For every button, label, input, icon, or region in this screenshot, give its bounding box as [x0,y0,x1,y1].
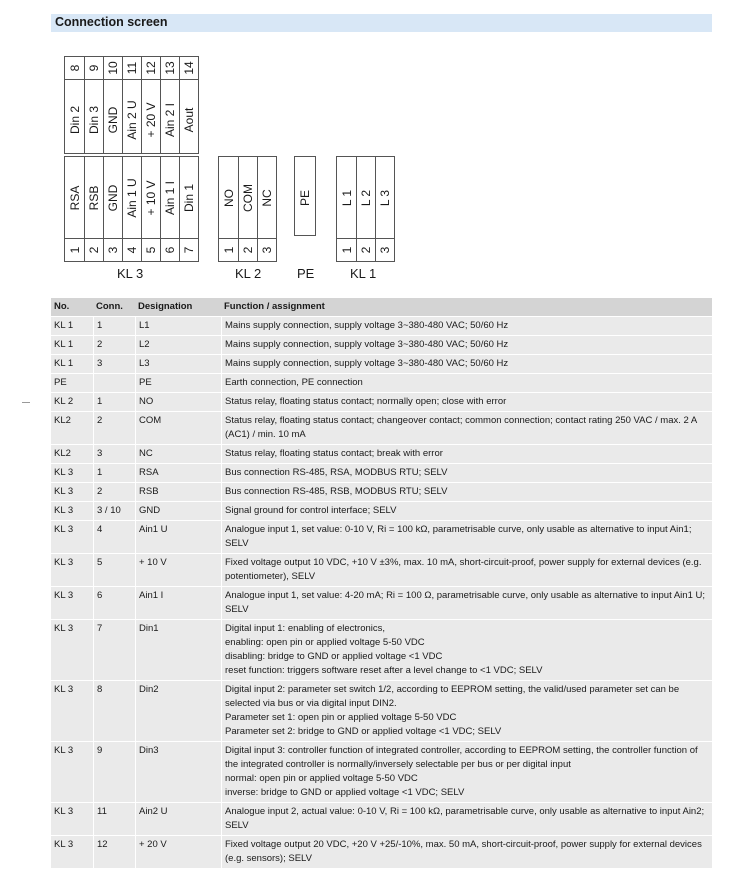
kl3-top-block [64,56,199,154]
kl1-block-terminal [356,157,376,261]
terminal-label: COM [240,184,255,212]
terminal-number: 13 [162,61,177,75]
cell-no: PE [51,374,93,392]
kl2-block-terminal [219,157,239,261]
kl3-bottom-block-terminal [103,157,123,261]
cell-no: KL 3 [51,587,93,619]
terminal-label: L 1 [339,189,354,207]
table-row [51,355,712,373]
cell-no: KL 1 [51,317,93,335]
table-row [51,620,712,680]
terminal-number: 14 [181,61,196,75]
connection-table [51,297,712,869]
cell-conn: 1 [93,317,135,335]
table-row [51,521,712,553]
terminal-label: Ain 2 I [162,102,177,138]
pe-block-terminal [295,157,315,235]
cell-function: Digital input 1: enabling of electronics, enabling: open pin or applied voltage 5-50 VDC disabling: bridge to GND or applied voltage <1 VDC reset function: triggers software reset after a level change to <1 VDC; SELV [221,620,712,680]
terminal-label: Ain 1 I [162,180,177,216]
cell-no: KL 3 [51,483,93,501]
terminal-number: 3 [259,246,274,254]
cell-function: Analogue input 1, set value: 0-10 V, Ri = 100 kΩ, parametrisable curve, only usable as alternative to input Ain1; SELV [221,521,712,553]
cell-designation: Ain1 U [135,521,221,553]
cell-conn: 9 [93,742,135,802]
cell-function: Earth connection, PE connection [221,374,712,392]
cell-no: KL2 [51,412,93,444]
cell-designation: L3 [135,355,221,373]
table-row [51,836,712,868]
terminal-label: Ain 2 U [124,100,139,140]
terminal-number: 2 [358,246,373,254]
cell-conn: 3 [93,445,135,463]
terminal-number: 11 [124,61,139,75]
cell-designation: + 10 V [135,554,221,586]
table-row [51,502,712,520]
terminal-number: 9 [86,64,101,72]
cell-conn: 1 [93,464,135,482]
cell-conn [93,374,135,392]
cell-no: KL 3 [51,502,93,520]
kl1-block [336,156,395,262]
kl3-top-block-terminal [103,57,123,153]
cell-conn: 4 [93,521,135,553]
cell-designation: PE [135,374,221,392]
terminal-number: 1 [67,246,82,254]
kl1-label: KL 1 [350,266,377,281]
cell-no: KL 1 [51,336,93,354]
cell-function: Signal ground for control interface; SELV [221,502,712,520]
kl1-block-number-divider [337,238,394,239]
cell-designation: L2 [135,336,221,354]
header-no: No. [51,298,93,316]
cell-conn: 5 [93,554,135,586]
cell-function: Analogue input 2, actual value: 0-10 V, Ri = 100 kΩ, parametrisable curve, only usable as alternative to input Ain2; SELV [221,803,712,835]
terminal-label: L 3 [377,189,392,207]
cell-designation: Ain1 I [135,587,221,619]
cell-conn: 3 / 10 [93,502,135,520]
cell-function: Status relay, floating status contact; break with error [221,445,712,463]
margin-mark [22,402,30,403]
cell-conn: 2 [93,412,135,444]
cell-no: KL2 [51,445,93,463]
terminal-number: 10 [105,61,120,75]
cell-conn: 11 [93,803,135,835]
cell-no: KL 3 [51,620,93,680]
table-header-row [51,298,712,316]
terminal-number: 6 [162,246,177,254]
table-row [51,445,712,463]
cell-no: KL 2 [51,393,93,411]
cell-designation: Ain2 U [135,803,221,835]
kl3-bottom-block-terminal [84,157,104,261]
terminal-number: 2 [240,246,255,254]
cell-conn: 1 [93,393,135,411]
cell-function: Bus connection RS-485, RSA, MODBUS RTU; SELV [221,464,712,482]
kl3-top-block-terminal [179,57,199,153]
cell-designation: NO [135,393,221,411]
terminal-number: 3 [105,246,120,254]
cell-designation: RSA [135,464,221,482]
terminal-number: 7 [181,246,196,254]
terminal-label: GND [105,184,120,212]
cell-function: Mains supply connection, supply voltage 3~380-480 VAC; 50/60 Hz [221,317,712,335]
terminal-label: + 10 V [143,180,158,216]
cell-conn: 8 [93,681,135,741]
terminal-label: Ain 1 U [124,178,139,218]
table-row [51,393,712,411]
section-title: Connection screen [55,15,168,29]
terminal-number: 2 [86,246,101,254]
terminal-number: 8 [67,64,82,72]
table-row [51,412,712,444]
cell-function: Bus connection RS-485, RSB, MODBUS RTU; SELV [221,483,712,501]
kl1-block-terminal [375,157,395,261]
kl1-block-terminal [337,157,357,261]
header-designation: Designation [135,298,221,316]
cell-designation: GND [135,502,221,520]
kl2-block [218,156,277,262]
cell-designation: L1 [135,317,221,335]
terminal-label: NO [221,189,236,207]
table-row [51,742,712,802]
terminal-label: Aout [181,107,196,133]
pe-block [294,156,316,236]
terminal-number: 3 [377,246,392,254]
terminal-label: L 2 [358,189,373,207]
cell-function: Mains supply connection, supply voltage 3~380-480 VAC; 50/60 Hz [221,355,712,373]
cell-designation: RSB [135,483,221,501]
cell-designation: Din2 [135,681,221,741]
terminal-label: RSA [67,185,82,211]
cell-conn: 6 [93,587,135,619]
terminal-label: GND [105,106,120,134]
cell-conn: 12 [93,836,135,868]
table-row [51,336,712,354]
cell-conn: 2 [93,336,135,354]
terminal-number: 5 [143,246,158,254]
kl3-bottom-block-terminal [65,157,85,261]
pe-label: PE [297,266,315,281]
cell-function: Fixed voltage output 10 VDC, +10 V ±3%, max. 10 mA, short-circuit-proof, power supply for external devices (e.g. potentiometer), SELV [221,554,712,586]
kl2-block-terminal [257,157,277,261]
terminal-label: Din 2 [67,105,82,135]
cell-function: Analogue input 1, set value: 4-20 mA; Ri = 100 Ω, parametrisable curve, only usable as alternative to input Ain1 U; SELV [221,587,712,619]
header-function: Function / assignment [221,298,712,316]
cell-function: Digital input 3: controller function of integrated controller, according to EEPROM setting, the controller function of the integrated controller is normally/inversely selectable per bus or per digital input normal: open pin or applied voltage 5-50 VDC inverse: bridge to GND or applied voltage <1 VDC; SELV [221,742,712,802]
cell-function: Digital input 2: parameter set switch 1/2, according to EEPROM setting, the valid/used parameter set can be selected via bus or via digital input DIN2. Parameter set 1: open pin or applied voltage 5-50 VDC Parameter set 2: bridge to GND or applied voltage <1 VDC; SELV [221,681,712,741]
kl2-label: KL 2 [235,266,262,281]
header-conn: Conn. [93,298,135,316]
section-title-bar [51,14,712,32]
kl3-label: KL 3 [117,266,144,281]
terminal-number: 1 [221,246,236,254]
kl2-block-number-divider [219,238,276,239]
kl3-top-block-terminal [65,57,85,153]
cell-no: KL 3 [51,554,93,586]
kl3-top-block-number-divider [65,79,198,80]
table-row [51,464,712,482]
table-row [51,803,712,835]
cell-no: KL 3 [51,681,93,741]
kl3-bottom-block-terminal [160,157,180,261]
terminal-label: NC [259,189,274,207]
cell-designation: Din3 [135,742,221,802]
kl3-bottom-block-terminal [122,157,142,261]
table-row [51,374,712,392]
cell-no: KL 1 [51,355,93,373]
kl3-bottom-block-number-divider [65,238,198,239]
table-row [51,483,712,501]
kl2-block-terminal [238,157,258,261]
terminal-number: 1 [339,246,354,254]
terminal-label: Din 3 [86,105,101,135]
cell-function: Mains supply connection, supply voltage 3~380-480 VAC; 50/60 Hz [221,336,712,354]
cell-conn: 7 [93,620,135,680]
cell-designation: + 20 V [135,836,221,868]
table-row [51,554,712,586]
cell-no: KL 3 [51,464,93,482]
kl3-bottom-block-terminal [141,157,161,261]
kl3-top-block-terminal [122,57,142,153]
cell-designation: NC [135,445,221,463]
cell-function: Fixed voltage output 20 VDC, +20 V +25/-10%, max. 50 mA, short-circuit-proof, power supply for external devices (e.g. sensors); SELV [221,836,712,868]
cell-designation: Din1 [135,620,221,680]
terminal-label: Din 1 [181,183,196,213]
table-row [51,681,712,741]
cell-conn: 3 [93,355,135,373]
terminal-label: + 20 V [143,102,158,138]
cell-conn: 2 [93,483,135,501]
kl3-top-block-terminal [141,57,161,153]
terminal-label: PE [298,189,312,207]
kl3-top-block-terminal [160,57,180,153]
terminal-number: 4 [124,246,139,254]
cell-no: KL 3 [51,836,93,868]
cell-no: KL 3 [51,803,93,835]
kl3-top-block-terminal [84,57,104,153]
cell-function: Status relay, floating status contact; changeover contact; common connection; contact rating 250 VAC / max. 2 A (AC1) / min. 10 mA [221,412,712,444]
terminal-label: RSB [86,185,101,211]
cell-no: KL 3 [51,521,93,553]
cell-no: KL 3 [51,742,93,802]
table-row [51,317,712,335]
cell-designation: COM [135,412,221,444]
terminal-number: 12 [143,61,158,75]
table-row [51,587,712,619]
kl3-bottom-block-terminal [179,157,199,261]
cell-function: Status relay, floating status contact; normally open; close with error [221,393,712,411]
kl3-bottom-block [64,156,199,262]
